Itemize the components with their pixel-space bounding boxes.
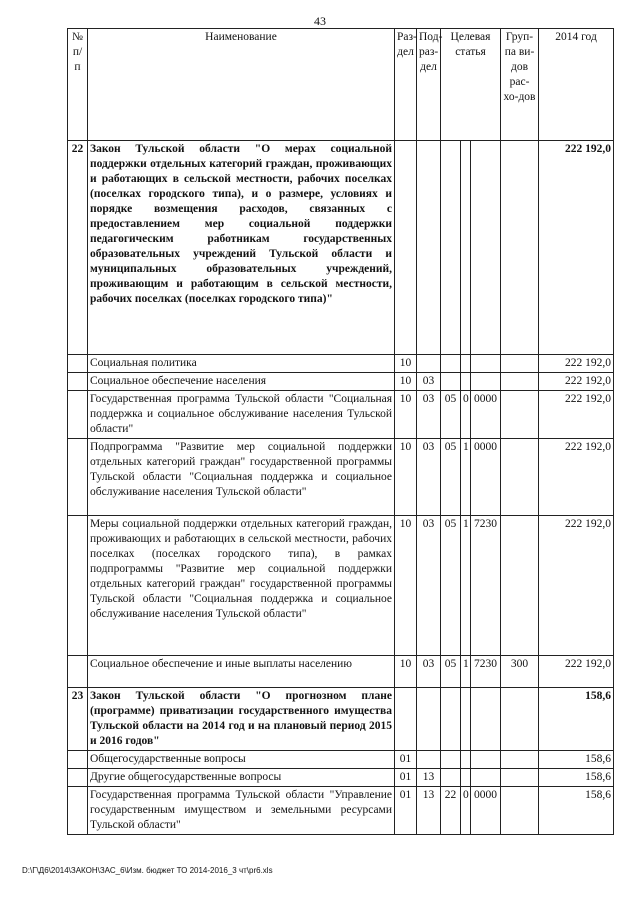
cell-pr: 03 [417,373,441,391]
cell-t1: 05 [441,439,461,516]
cell-name: Подпрограмма "Развитие мер социальной поддержки отдельных категорий граждан" государственной программы Тульской области "Социальная поддержка и социальное обслуживание населения Тульской области" [88,439,395,516]
cell-grp [501,355,539,373]
cell-t2: 1 [461,439,471,516]
cell-t2 [461,751,471,769]
cell-num: 23 [68,688,88,751]
table-row [68,688,614,751]
cell-amt: 222 192,0 [539,141,614,355]
table-row [68,391,614,439]
cell-t1 [441,688,461,751]
cell-pr: 03 [417,391,441,439]
cell-num: 22 [68,141,88,355]
cell-name: Общегосударственные вопросы [88,751,395,769]
table-row [68,373,614,391]
cell-name: Меры социальной поддержки отдельных категорий граждан, проживающих и работающих в сельской местности, рабочих поселках (поселках городского типа), в рамках подпрограммы "Развитие мер социальной поддержки отдельных категорий граждан" государственной программы Тульской области "Социальная поддержка и социальное обслуживание населения Тульской области" [88,516,395,656]
cell-rz [395,141,417,355]
page-number: 43 [314,14,326,28]
cell-t3: 7230 [471,516,501,656]
cell-t3: 7230 [471,656,501,688]
cell-grp [501,439,539,516]
header-year: 2014 год [539,29,614,141]
cell-rz: 10 [395,391,417,439]
cell-name: Закон Тульской области "О прогнозном плане (программе) приватизации государственного имущества Тульской области на 2014 год и на плановый период 2015 и 2016 годов" [88,688,395,751]
cell-t3 [471,751,501,769]
header-razdel: Раз-дел [395,29,417,141]
cell-pr: 03 [417,656,441,688]
file-path-footer: D:\Г\Д6\2014\ЗАКОН\ЗАС_6\Изм. бюджет ТО 2014-2016_3 чт\pr6.xls [22,866,273,875]
cell-name: Государственная программа Тульской области "Социальная поддержка и социальное обслуживание населения Тульской области" [88,391,395,439]
header-podrazdel: Под-раз-дел [417,29,441,141]
cell-rz: 10 [395,373,417,391]
cell-num [68,391,88,439]
cell-grp [501,688,539,751]
cell-grp [501,516,539,656]
cell-rz: 10 [395,439,417,516]
table-row [68,769,614,787]
cell-t1 [441,769,461,787]
cell-t3 [471,141,501,355]
cell-t2: 0 [461,787,471,835]
cell-t3 [471,355,501,373]
cell-amt: 222 192,0 [539,373,614,391]
cell-name: Закон Тульской области "О мерах социальной поддержки отдельных категорий граждан, проживающих и работающих в сельской местности, рабочих поселках (поселках городского типа), и о размере, условиях и порядке возмещения расходов, связанных с предоставлением мер социальной поддержки педагогическим работникам государственных образовательных учреждений Тульской области и муниципальных образовательных учреждений, проживающим и работающим в сельской местности, рабочих поселках (поселках городского типа)" [88,141,395,355]
cell-grp [501,141,539,355]
cell-t3: 0000 [471,787,501,835]
cell-amt: 158,6 [539,787,614,835]
table-row [68,751,614,769]
cell-amt: 158,6 [539,769,614,787]
header-name: Наименование [88,29,395,141]
cell-t1 [441,141,461,355]
cell-t1: 05 [441,656,461,688]
cell-rz: 01 [395,787,417,835]
cell-name: Государственная программа Тульской области "Управление государственным имуществом и земельными ресурсами Тульской области" [88,787,395,835]
cell-grp: 300 [501,656,539,688]
cell-t1 [441,355,461,373]
table-row [68,516,614,656]
table-row [68,787,614,835]
cell-grp [501,787,539,835]
cell-t3 [471,373,501,391]
cell-name: Социальная политика [88,355,395,373]
cell-rz: 10 [395,516,417,656]
cell-pr: 03 [417,516,441,656]
cell-t3: 0000 [471,391,501,439]
cell-t2 [461,141,471,355]
cell-name: Социальное обеспечение населения [88,373,395,391]
cell-rz [395,688,417,751]
cell-num [68,751,88,769]
cell-grp [501,769,539,787]
cell-amt: 222 192,0 [539,391,614,439]
cell-num [68,439,88,516]
cell-t1: 22 [441,787,461,835]
table-row [68,141,614,355]
cell-t1 [441,373,461,391]
cell-t1: 05 [441,516,461,656]
table-row [68,656,614,688]
cell-rz: 01 [395,769,417,787]
table-row [68,355,614,373]
cell-name: Другие общегосударственные вопросы [88,769,395,787]
cell-t2 [461,769,471,787]
cell-grp [501,373,539,391]
cell-t3 [471,769,501,787]
cell-amt: 222 192,0 [539,516,614,656]
cell-rz: 10 [395,355,417,373]
cell-num [68,355,88,373]
cell-t2 [461,355,471,373]
cell-num [68,656,88,688]
cell-t3: 0000 [471,439,501,516]
cell-pr: 13 [417,769,441,787]
cell-pr: 03 [417,439,441,516]
table-row [68,439,614,516]
cell-amt: 222 192,0 [539,439,614,516]
header-target: Целевая статья [441,29,501,141]
cell-amt: 158,6 [539,751,614,769]
cell-t2 [461,373,471,391]
cell-pr [417,751,441,769]
cell-pr [417,355,441,373]
cell-grp [501,751,539,769]
cell-t2 [461,688,471,751]
cell-t2: 0 [461,391,471,439]
cell-num [68,373,88,391]
cell-t2: 1 [461,516,471,656]
cell-rz: 10 [395,656,417,688]
cell-num [68,516,88,656]
header-group: Груп-па ви-дов рас-хо-дов [501,29,539,141]
cell-t1: 05 [441,391,461,439]
cell-amt: 158,6 [539,688,614,751]
cell-t1 [441,751,461,769]
cell-pr: 13 [417,787,441,835]
cell-amt: 222 192,0 [539,355,614,373]
header-num: № п/п [68,29,88,141]
cell-name: Социальное обеспечение и иные выплаты населению [88,656,395,688]
cell-t2: 1 [461,656,471,688]
cell-pr [417,688,441,751]
budget-table [67,28,614,835]
cell-grp [501,391,539,439]
cell-num [68,787,88,835]
cell-amt: 222 192,0 [539,656,614,688]
cell-num [68,769,88,787]
cell-t3 [471,688,501,751]
cell-pr [417,141,441,355]
cell-rz: 01 [395,751,417,769]
